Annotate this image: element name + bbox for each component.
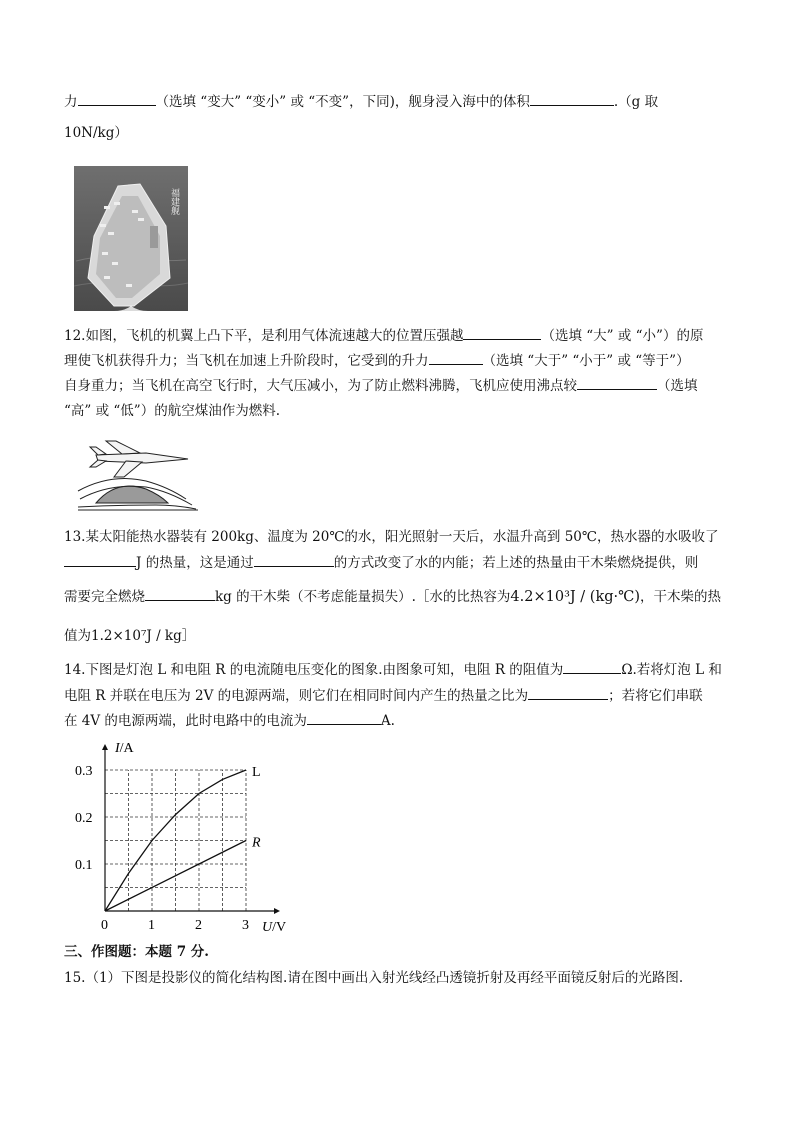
q13-text-2a: J 的热量，这是通过: [136, 555, 254, 571]
q14-text-3b: A.: [380, 713, 395, 729]
q12-text-2a: 理使飞机获得升力；当飞机在加速上升阶段时，它受到的升力: [64, 353, 429, 369]
q11-line1: [64, 92, 658, 111]
q11-text-b: （选填 “变大” “变小” 或 “不变”，下同)，舰身浸入海中的体积: [155, 94, 530, 110]
q13-blank-1[interactable]: [64, 553, 136, 567]
q13-blank-2[interactable]: [254, 553, 334, 567]
q14-text-1b: Ω.若将灯泡 L 和: [621, 662, 722, 678]
q14-blank-1[interactable]: [563, 660, 621, 674]
q14-text-2a: 电阻 R 并联在电压为 2V 的电源两端，则它们在相同时间内产生的热量之比为: [64, 688, 529, 704]
q12-line4: “高” 或 “低”）的航空煤油作为燃料.: [64, 403, 280, 419]
q13-line4: [64, 627, 195, 645]
section-title: 三、作图题：本题 7 分.: [64, 944, 209, 960]
q14-text-3a: 在 4V 的电源两端，此时电路中的电流为: [64, 713, 307, 729]
q12-line2: [64, 351, 690, 370]
series-label-R: R: [252, 835, 261, 851]
aircraft-carrier-photo: [74, 166, 188, 311]
q11-text-a: 力: [64, 94, 78, 110]
q13-text-3b: kg 的干木柴（不考虑能量损失）.［水的比热容为: [215, 589, 511, 605]
q12-text-3a: 自身重力；当飞机在高空飞行时，大气压减小，为了防止燃料沸腾，飞机应使用沸点较: [64, 378, 577, 394]
q13-text-4c: ］: [181, 628, 196, 644]
q14-line2: [64, 686, 703, 705]
q12-text-2b: （选填 “大于” “小于” 或 “等于”）: [482, 353, 690, 369]
y-tick-label: 0.2: [75, 811, 93, 826]
q13-line2: [64, 553, 698, 572]
q12-line3: [64, 376, 698, 395]
x-axis-label: U/V: [262, 920, 287, 935]
q11-line2: 10N/kg）: [64, 125, 128, 141]
q14-text-2b: ；若将它们串联: [608, 688, 703, 704]
q13-line3: [64, 587, 721, 606]
q12-text-3b: （选填: [657, 378, 698, 394]
x-tick-label: 1: [148, 918, 155, 933]
q15-line1: 15.（1）下图是投影仪的简化结构图.请在图中画出入射光线经凸透镜折射及再经平面镜反射后的光路图.: [64, 970, 684, 986]
x-axis-arrow-icon: [274, 908, 280, 914]
airplane-wing-diagram: [76, 439, 200, 513]
q13-heat-value: 1.2×10⁷J / kg: [91, 628, 182, 644]
svg-text:福建舰: 福建舰: [169, 188, 179, 215]
q12-blank-3[interactable]: [577, 376, 657, 390]
current-voltage-graph: [60, 740, 310, 936]
graph-grid: [105, 770, 246, 911]
y-tick-label: 0.3: [75, 764, 93, 779]
q13-specific-heat: 4.2×10³J / (kg·℃): [510, 589, 641, 605]
jet-icon: [90, 441, 188, 477]
y-tick-label: 0.1: [75, 858, 93, 873]
q13-blank-3[interactable]: [145, 587, 215, 601]
q13-text-3d: ，干木柴的热: [640, 589, 722, 605]
q11-blank-1[interactable]: [78, 92, 156, 106]
q14-line3: [64, 711, 395, 730]
q12-text-1a: 12.如图，飞机的机翼上凸下平，是利用气体流速越大的位置压强越: [64, 328, 464, 344]
x-tick-label: 0: [101, 918, 108, 933]
x-tick-label: 2: [195, 918, 202, 933]
ship-calligraphy-caption: [169, 187, 180, 215]
q12-blank-1[interactable]: [463, 326, 541, 340]
q11-blank-2[interactable]: [530, 92, 614, 106]
q12-line1: [64, 326, 703, 345]
q14-blank-2[interactable]: [528, 686, 608, 700]
q13-text-4a: 值为: [64, 628, 91, 644]
q11-text-c: .（g 取: [613, 94, 659, 110]
q14-text-1a: 14.下图是灯泡 L 和电阻 R 的电流随电压变化的图象.由图象可知，电阻 R 的阻值为: [64, 662, 564, 678]
q14-line1: [64, 660, 722, 679]
y-axis-arrow-icon: [102, 744, 108, 750]
series-label-L: L: [252, 765, 261, 780]
q12-text-1b: （选填 “大” 或 “小”）的原: [541, 328, 704, 344]
y-axis-label: I/A: [115, 741, 134, 756]
q13-text-2b: 的方式改变了水的内能；若上述的热量由干木柴燃烧提供，则: [333, 555, 699, 571]
q12-blank-2[interactable]: [429, 351, 483, 365]
q13-line1: 13.某太阳能热水器装有 200kg、温度为 20℃的水，阳光照射一天后，水温升高到 50℃，热水器的水吸收了: [64, 529, 719, 545]
wing-airfoil: [78, 479, 198, 510]
q13-text-3a: 需要完全燃烧: [64, 589, 145, 605]
x-tick-label: 3: [242, 918, 249, 933]
q14-blank-3[interactable]: [307, 711, 381, 725]
